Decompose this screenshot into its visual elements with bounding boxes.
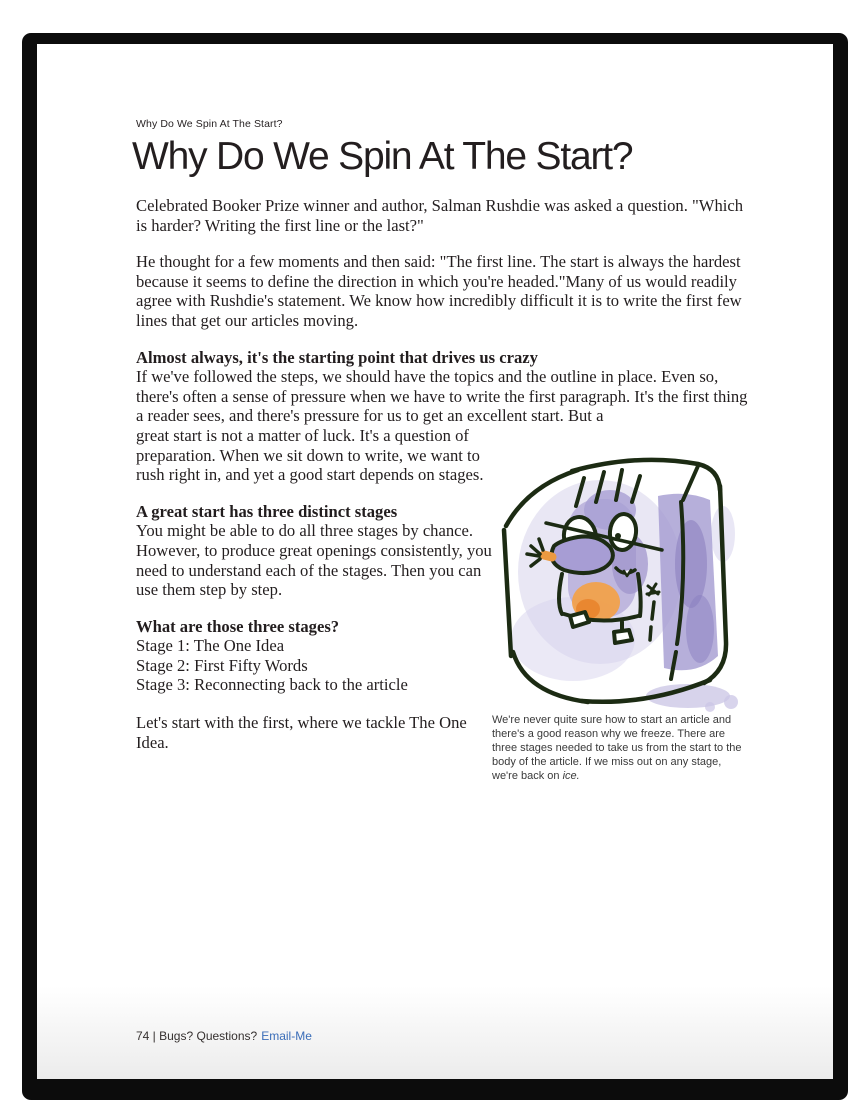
section-heading-starting-point: Almost always, it's the starting point that drives us crazy [136,347,538,367]
ice-cube-character-illustration [488,444,760,712]
paragraph-section2: You might be able to do all three stages by chance. However, to produce great openings consistently, you need to understand each of the stages. Then you can use them step by step. [136,521,492,600]
paragraph-intro-2: He thought for a few moments and then said: "The first line. The start is always the hardest because it seems to define the direction in which you're headed."Many of us would readily agree with Rushdie's statement. We know how incredibly difficult it is to write the first few lines that get our articles moving. [136,252,742,330]
stage-item-3: Stage 3: Reconnecting back to the article [136,675,408,695]
paragraph-section1-wrapped: great start is not a matter of luck. It's a question of preparation. When we sit down to write, we want to rush right in, and yet a good start depends on stages. [136,425,484,485]
section-heading-three-stages: A great start has three distinct stages [136,501,398,521]
figure-caption-italic: ice. [562,769,580,782]
text-wrap-column [136,426,492,752]
email-me-link[interactable]: Email-Me [261,1029,312,1043]
figure-illustration [488,444,760,712]
section-heading-what-stages: What are those three stages? [136,616,340,636]
stage-item-2: Stage 2: First Fifty Words [136,655,308,675]
paragraph-intro-1: Celebrated Booker Prize winner and author, Salman Rushdie was asked a question. "Which is harder? Writing the first line or the last?" [136,196,744,235]
figure-caption-text: We're never quite sure how to start an article and there's a good reason why we freeze. There are three stages needed to take us from the start to the body of the article. If we miss out on any stage, we're back on [492,714,742,782]
paragraph-closing: Let's start with the first, where we tackle The One Idea. [136,713,467,752]
running-header: Why Do We Spin At The Start? [136,118,283,130]
stage-item-1: Stage 1: The One Idea [136,636,285,656]
figure-caption [492,714,746,784]
page-footer [136,1029,312,1043]
footer-page-number-text: 74 | Bugs? Questions? [136,1029,258,1043]
page-title: Why Do We Spin At The Start? [132,135,633,178]
paragraph-section1-fullwidth: If we've followed the steps, we should have the topics and the outline in place. Even so, there's often a sense of pressure when we have to write the first paragraph. It's the first thing a reader sees, and there's pressure for us to get an excellent start. But a [136,367,748,426]
